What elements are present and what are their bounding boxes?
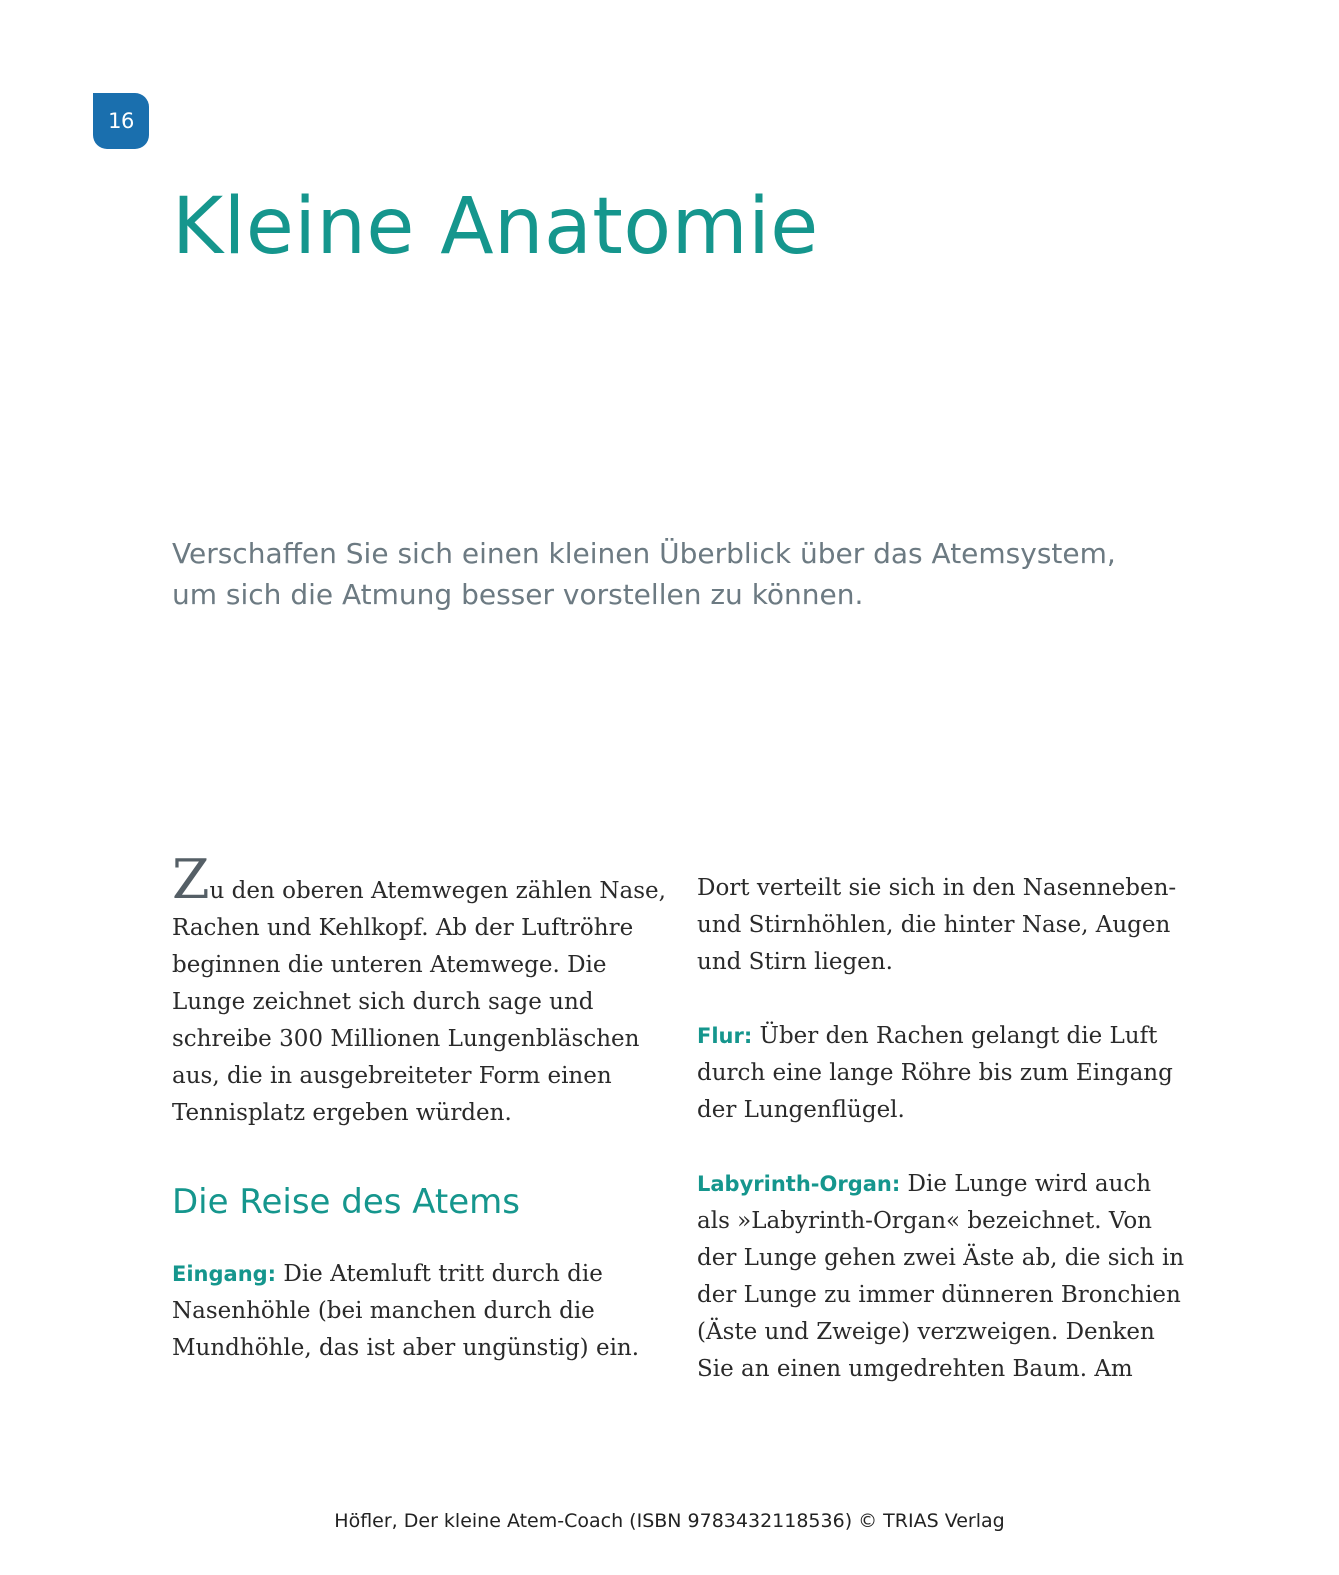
labyrinth-line-5: (Äste und Zweige) verzweigen. Denken: [697, 1319, 1155, 1345]
flur-line-1-text: Über den Rachen gelangt die Luft: [752, 1023, 1158, 1049]
entrance-line-1-text: Die Atemluft tritt durch die: [276, 1261, 603, 1287]
opening-paragraph: [172, 848, 666, 1132]
labyrinth-paragraph: [697, 1166, 1187, 1388]
opening-line-1: [172, 848, 666, 911]
flur-line-1: [697, 1018, 1187, 1055]
labyrinth-line-3: der Lunge gehen zwei Äste ab, die sich in: [697, 1245, 1185, 1271]
intro-line-1: Verschaffen Sie sich einen kleinen Überblick über das Atemsystem,: [172, 537, 1116, 570]
flur-paragraph: [697, 1018, 1187, 1129]
labyrinth-term: Labyrinth-Organ:: [697, 1172, 901, 1196]
entrance-line-1: [172, 1256, 662, 1293]
left-column: [172, 848, 666, 1367]
drop-cap: Z: [172, 848, 210, 911]
paragraph-gap: [697, 1129, 1187, 1166]
page-footer: Höfler, Der kleine Atem-Coach (ISBN 9783432118536) © TRIAS Verlag: [334, 1510, 1005, 1532]
opening-line-6: aus, die in ausgebreiteter Form einen: [172, 1063, 612, 1089]
entrance-paragraph: [172, 1256, 662, 1367]
page-number-badge: 16: [93, 93, 149, 149]
entrance-term: Eingang:: [172, 1262, 277, 1286]
flur-line-3: der Lungenflügel.: [697, 1097, 905, 1123]
opening-line-3: beginnen die unteren Atemwege. Die: [172, 952, 607, 978]
section-subheading: Die Reise des Atems: [172, 1182, 521, 1222]
opening-line-5: schreibe 300 Millionen Lungenbläschen: [172, 1026, 640, 1052]
entrance-line-2: Nasenhöhle (bei manchen durch die: [172, 1298, 595, 1324]
opening-line-4: Lunge zeichnet sich durch sage und: [172, 989, 594, 1015]
intro-line-2: um sich die Atmung besser vorstellen zu können.: [172, 578, 864, 611]
intro-text: [172, 533, 1172, 615]
opening-line-2: Rachen und Kehlkopf. Ab der Luftröhre: [172, 915, 634, 941]
continuation-paragraph: [697, 870, 1187, 981]
continuation-line-3: und Stirn liegen.: [697, 949, 893, 975]
right-column: [697, 870, 1187, 1388]
entrance-line-3: Mundhöhle, das ist aber ungünstig) ein.: [172, 1335, 640, 1361]
labyrinth-line-2: als »Labyrinth-Organ« bezeichnet. Von: [697, 1208, 1152, 1234]
labyrinth-line-1-text: Die Lunge wird auch: [900, 1171, 1152, 1197]
page-title: Kleine Anatomie: [172, 182, 819, 272]
opening-line-1-text: u den oberen Atemwegen zählen Nase,: [209, 878, 666, 904]
paragraph-gap: [697, 981, 1187, 1018]
flur-term: Flur:: [697, 1024, 753, 1048]
continuation-line-1: Dort verteilt sie sich in den Nasenneben-: [697, 875, 1177, 901]
flur-line-2: durch eine lange Röhre bis zum Eingang: [697, 1060, 1173, 1086]
labyrinth-line-6: Sie an einen umgedrehten Baum. Am: [697, 1356, 1133, 1382]
continuation-line-2: und Stirnhöhlen, die hinter Nase, Augen: [697, 912, 1171, 938]
labyrinth-line-1: [697, 1166, 1187, 1203]
opening-line-7: Tennisplatz ergeben würden.: [172, 1100, 512, 1126]
labyrinth-line-4: der Lunge zu immer dünneren Bronchien: [697, 1282, 1181, 1308]
